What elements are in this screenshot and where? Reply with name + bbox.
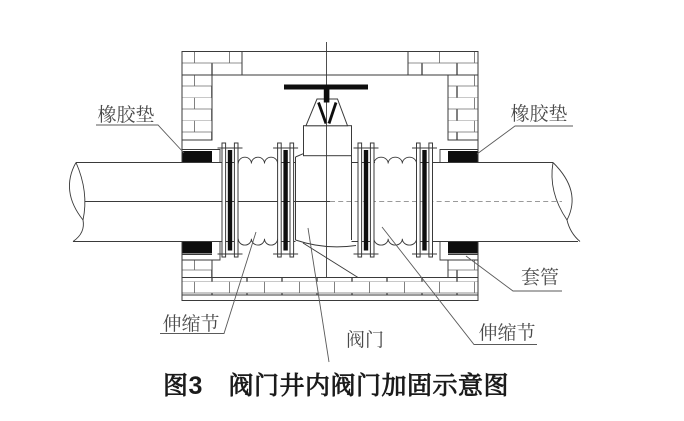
leader-rubber-pad-right [477, 126, 573, 154]
bellows-left-top [238, 157, 277, 163]
rubber-pad-top-right [448, 151, 478, 163]
well-left-wall-upper [182, 75, 212, 140]
label-sleeve: 套管 [520, 267, 560, 289]
pipe-break-left [69, 163, 84, 242]
label-expansion-joint-right: 伸缩节 [478, 323, 536, 344]
rubber-pad-bottom-left [182, 242, 212, 254]
flange-bolt [422, 150, 426, 251]
leader-rubber-pad-left [96, 125, 184, 153]
valve-handwheel [284, 85, 368, 90]
valve-stem-head [324, 88, 330, 103]
valve-assembly [284, 42, 368, 278]
pipe [69, 163, 580, 242]
label-rubber-pad-right: 橡胶垫 [510, 104, 568, 125]
well-right-wall-lower [448, 260, 478, 278]
label-valve: 阀门 [345, 330, 385, 351]
flange-bolt [228, 150, 232, 251]
figure-caption: 图3 阀门井内阀门加固示意图 [163, 372, 509, 400]
rubber-pad-top-left [182, 151, 212, 163]
bellows-right-top [374, 157, 417, 163]
well-right-wall-upper [448, 75, 478, 140]
valve-body-sides [296, 156, 352, 241]
flange-bolt [283, 150, 287, 251]
bellows-left-bottom [238, 239, 277, 245]
valve-body-bottom-arc [296, 240, 357, 247]
flange-bolt [364, 150, 368, 251]
label-rubber-pad-left: 橡胶垫 [97, 105, 155, 126]
well-top-slab-right-brick [408, 52, 478, 76]
pipe-break-right [552, 163, 580, 242]
label-expansion-joint-left: 伸缩节 [162, 314, 220, 335]
rubber-pad-bottom-right [448, 242, 478, 254]
well-left-wall-lower [182, 260, 212, 278]
well-bottom-base-band [182, 295, 478, 301]
well-top-slab-left-brick [182, 52, 242, 76]
valve-bonnet [304, 126, 352, 156]
